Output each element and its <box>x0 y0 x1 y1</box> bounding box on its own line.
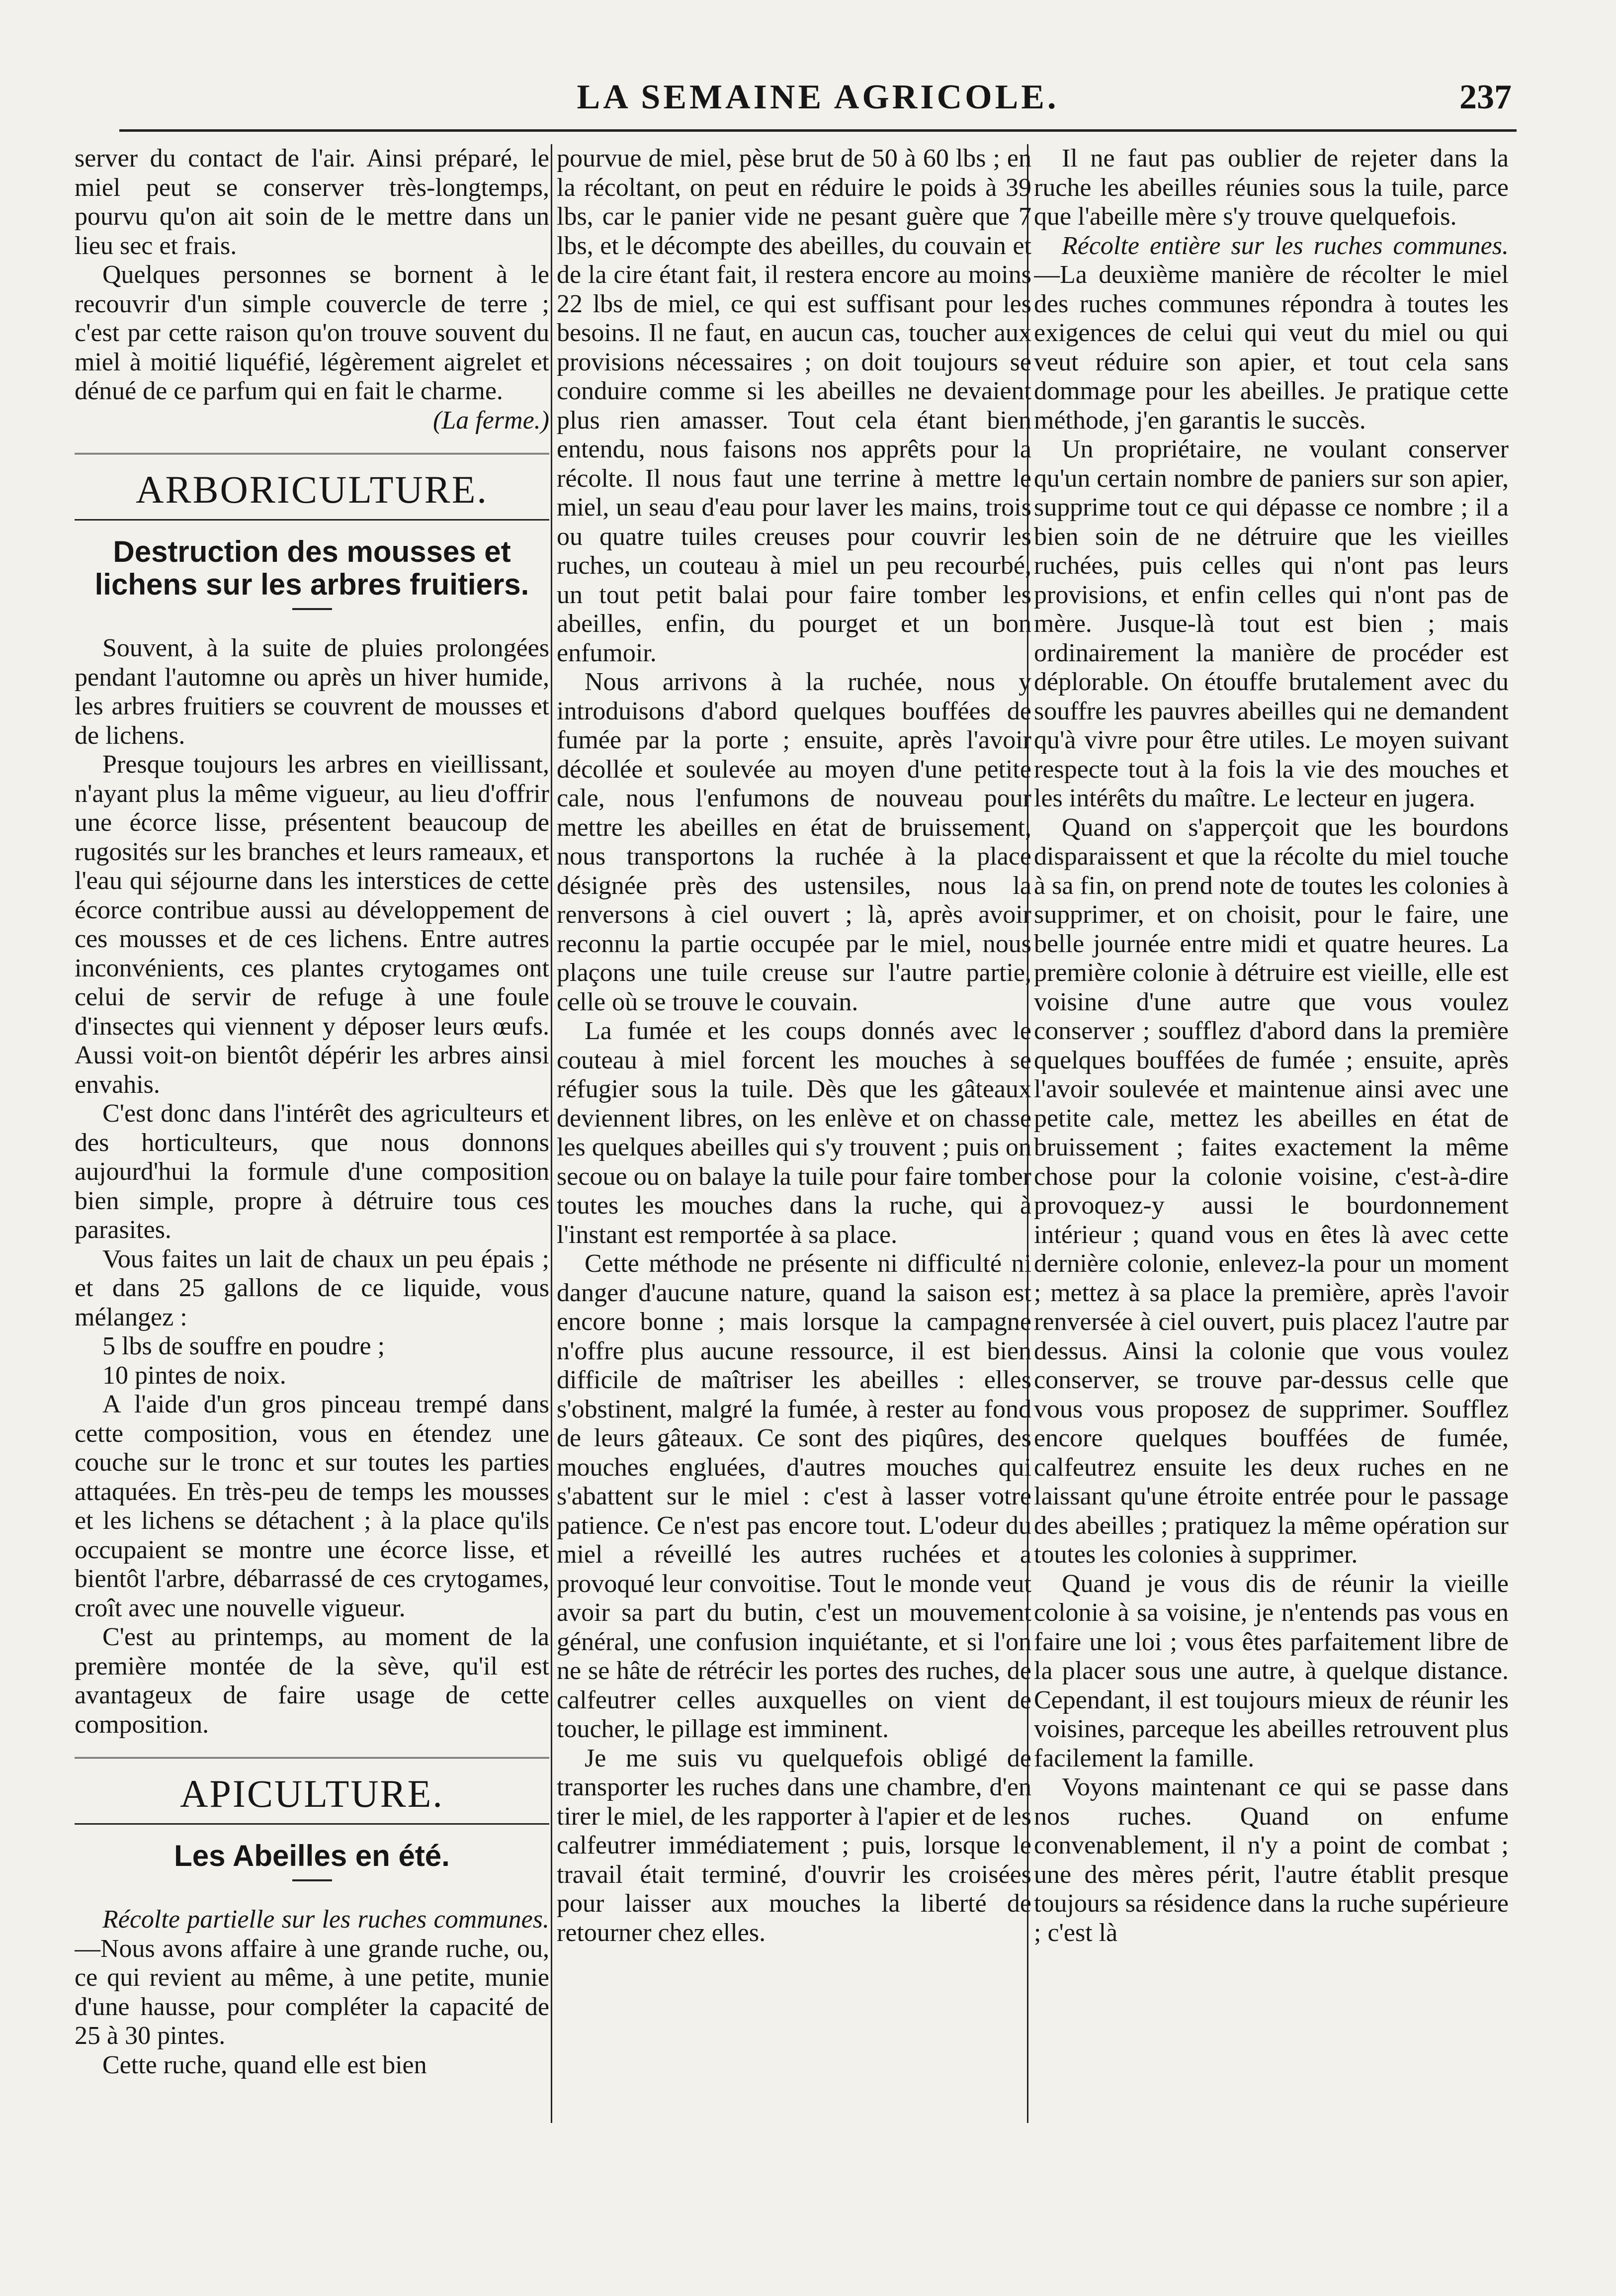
journal-title: LA SEMAINE AGRICOLE. <box>577 78 1059 116</box>
paragraph: Cette méthode ne présente ni difficulté ni danger d'aucune nature, quand la saison est encore bonne ; mais lorsque la campagne n'offre plus aucune ressource, il est bien difficile de maîtriser les abeilles : elles s'obstinent, malgré la fumée, à rester au fond de leurs gâteaux. Ce sont des piqûres, des mouches engluées, d'autres mouches qui s'abattent sur le miel : c'est à lasser votre patience. Ce n'est pas encore tout. L'odeur du miel a réveillé les autres ruchées et a provoqué leur convoitise. Tout le monde veut avoir sa part du butin, c'est un mouvement général, une confusion inquiétante, et si l'on ne se hâte de rétrécir les portes des ruches, de calfeutrer celles auxquelles on vient de toucher, le pillage est imminent. <box>557 1249 1031 1743</box>
page-header <box>119 75 1517 132</box>
paragraph: Quelques personnes se bornent à le recouvrir d'un simple couvercle de terre ; c'est par cette raison qu'on trouve souvent du miel à moitié liquéfié, légèrement aigrelet et dénué de ce parfum qui en fait le charme. <box>75 261 549 405</box>
paragraph: C'est au printemps, au moment de la première montée de la sève, qu'il est avantageux de faire usage de cette composition. <box>75 1623 549 1739</box>
section-heading-arboriculture: ARBORICULTURE. <box>75 453 549 521</box>
page-number: 237 <box>1459 78 1512 116</box>
paragraph: pourvue de miel, pèse brut de 50 à 60 lbs ; en la récoltant, on peut en réduire le poids à 39 lbs, car le panier vide ne pesant guère que 7 lbs, et le décompte des abeilles, du couvain et de la cire étant fait, il restera encore au moins 22 lbs de miel, ce qui est suffisant pour les besoins. Il ne faut, en aucun cas, toucher aux provisions nécessaires ; on doit toujours se conduire comme si les abeilles ne devaient plus rien amasser. Tout cela étant bien entendu, nous faisons nos apprêts pour la récolte. Il nous faut une terrine à mettre le miel, un seau d'eau pour laver les mains, trois ou quatre tuiles creuses pour couvrir les ruches, un couteau à miel un peu recourbé, un tout petit balai pour faire tomber les abeilles, enfin, du pourget et un bon enfumoir. <box>557 144 1031 667</box>
paragraph: Quand on s'apperçoit que les bourdons disparaissent et que la récolte du miel touche à sa fin, on prend note de toutes les colonies à supprimer, et on choisit, pour le faire, une belle journée entre midi et quatre heures. La première colonie à détruire est vieille, elle est voisine d'une autre que vous voulez conserver ; soufflez d'abord dans la première quelques bouffées de fumée ; ensuite, après l'avoir soulevée et maintenue ainsi avec une petite cale, mettez les abeilles en état de bruissement ; faites exactement la même chose pour la colonie voisine, c'est-à-dire provoquez-y aussi le bourdonnement intérieur ; quand vous en êtes là avec cette dernière colonie, enlevez-la pour un moment ; mettez à sa place la première, après l'avoir renversée à ciel ouvert, puis placez l'autre par dessus. Ainsi la colonie que vous voulez conserver, se trouve par-dessus celle que vous vous proposez de supprimer. Soufflez encore quelques bouffées de fumée, calfeutrez ensuite les deux ruches en ne laissant qu'une étroite entrée pour le passage des abeilles ; pratiquez la même opération sur toutes les colonies à supprimer. <box>1034 813 1509 1569</box>
ingredient-item: 5 lbs de souffre en poudre ; <box>102 1332 385 1360</box>
paragraph: Souvent, à la suite de pluies prolongées pendant l'automne ou après un hiver humide, les arbres fruitiers se couvrent de mousses et de lichens. <box>75 634 549 750</box>
paragraph: Il ne faut pas oublier de rejeter dans la ruche les abeilles réunies sous la tuile, parce que l'abeille mère s'y trouve quelquefois. <box>1034 144 1509 231</box>
column-divider <box>551 144 552 2123</box>
paragraph: La fumée et les coups donnés avec le couteau à miel forcent les mouches à se réfugier sous la tuile. Dès que les gâteaux deviennent libres, on les enlève et on chasse les quelques abeilles qui s'y trouvent ; puis on secoue ou on balaye la tuile pour faire tomber toutes les mouches dans la ruche, qui à l'instant est remportée à sa place. <box>557 1017 1031 1249</box>
paragraph: Un propriétaire, ne voulant conserver qu'un certain nombre de paniers sur son apier, supprime tout ce qui dépasse ce nombre ; il a bien soin de ne détruire que les vieilles ruchées, puis celles qui n'ont pas leurs provisions, et enfin celles qui n'ont pas de mère. Jusque-là tout est bien ; mais ordinairement la manière de procéder est déplorable. On étouffe brutalement avec du souffre les pauvres abeilles qui ne demandent qu'à vivre pour être utiles. Le moyen suivant respecte tout à la fois la vie des mouches et les intérêts du maître. Le lecteur en jugera. <box>1034 435 1509 812</box>
separator-dash <box>292 608 332 610</box>
paragraph: Presque toujours les arbres en vieillissant, n'ayant plus la même vigueur, au lieu d'offrir une écorce lisse, présentent beaucoup de rugosités sur les branches et leurs rameaux, et l'eau qui séjourne dans les interstices de cette écorce contribue aussi au développement de ces mousses et de ces lichens. Entre autres inconvénients, ces plantes crytogames ont celui de servir de refuge à une foule d'insectes qui viennent y déposer leurs œufs. Aussi voit-on bientôt dépérir les arbres ainsi envahis. <box>75 750 549 1099</box>
column-2 <box>557 144 1031 2153</box>
paragraph: Récolte entière sur les ruches communes.—La deuxième manière de récolter le miel des ruches communes répondra à toutes les exigences de celui qui veut du miel ou qui veut réduire son apier, et tout cela sans dommage pour les abeilles. Je pratique cette méthode, j'en garantis le succès. <box>1034 231 1509 435</box>
paragraph: C'est donc dans l'intérêt des agriculteurs et des horticulteurs, que nous donnons aujourd'hui la formule d'une composition bien simple, propre à détruire tous ces parasites. <box>75 1099 549 1244</box>
paragraph: Quand je vous dis de réunir la vieille colonie à sa voisine, je n'entends pas vous en faire une loi ; vous êtes parfaitement libre de la placer sous une autre, à quelque distance. Cependant, il est toujours mieux de réunir les voisines, parceque les abeilles retrouvent plus facilement la famille. <box>1034 1569 1509 1772</box>
separator-dash <box>292 1879 332 1881</box>
paragraph: Je me suis vu quelquefois obligé de transporter les ruches dans une chambre, d'en tirer le miel, de les rapporter à l'apier et de les calfeutrer immédiatement ; puis, lorsque le travail était terminé, d'ouvrir les croisées pour laisser aux mouches la liberté de retourner chez elles. <box>557 1744 1031 1947</box>
column-3 <box>1034 144 1509 2153</box>
paragraph: Nous arrivons à la ruchée, nous y introduisons d'abord quelques bouffées de fumée par la porte ; ensuite, après l'avoir décollée et soulevée au moyen d'une petite cale, nous l'enfumons de nouveau pour mettre les abeilles en état de bruissement, nous transportons la ruchée à la place désignée près des ustensiles, nous la renversons à ciel ouvert ; là, après avoir reconnu la partie occupée par le miel, nous plaçons une tuile creuse sur l'autre partie, celle où se trouve le couvain. <box>557 668 1031 1016</box>
article-title: Les Abeilles en été. <box>174 1839 450 1872</box>
run-in-heading: Récolte entière sur les ruches communes. <box>1062 231 1509 260</box>
run-in-heading: Récolte partielle sur les ruches communes. <box>102 1905 549 1934</box>
paragraph: server du contact de l'air. Ainsi préparé, le miel peut se conserver très-longtemps, pourvu qu'on ait soin de le mettre dans un lieu sec et frais. <box>75 144 549 260</box>
paragraph: Cette ruche, quand elle est bien <box>102 2050 427 2079</box>
column-1 <box>75 144 549 2153</box>
ingredient-item: 10 pintes de noix. <box>102 1361 286 1390</box>
paragraph: Vous faites un lait de chaux un peu épais ; et dans 25 gallons de ce liquide, vous mélangez : <box>75 1244 549 1331</box>
paragraph: A l'aide d'un gros pinceau trempé dans cette composition, vous en étendez une couche sur le tronc et sur toutes les parties attaquées. En très-peu de temps les mousses et les lichens se détachent ; à la place qu'ils occupaient se montre une écorce lisse, et bientôt l'arbre, débarrassé de ces crytogames, croît avec une nouvelle vigueur. <box>75 1390 549 1622</box>
paragraph: Récolte partielle sur les ruches communes.—Nous avons affaire à une grande ruche, ou, ce qui revient au même, à une petite, munie d'une hausse, pour compléter la capacité de 25 à 30 pintes. <box>75 1905 549 2050</box>
source-credit: (La ferme.) <box>433 406 549 435</box>
section-heading-apiculture: APICULTURE. <box>75 1757 549 1825</box>
article-title: Destruction des mousses et lichens sur les arbres fruitiers. <box>94 535 529 601</box>
paragraph: Voyons maintenant ce qui se passe dans nos ruches. Quand on enfume convenablement, il n'y a point de combat ; une des mères périt, l'autre établit presque toujours sa résidence dans la ruche supérieure ; c'est là <box>1034 1773 1509 1947</box>
